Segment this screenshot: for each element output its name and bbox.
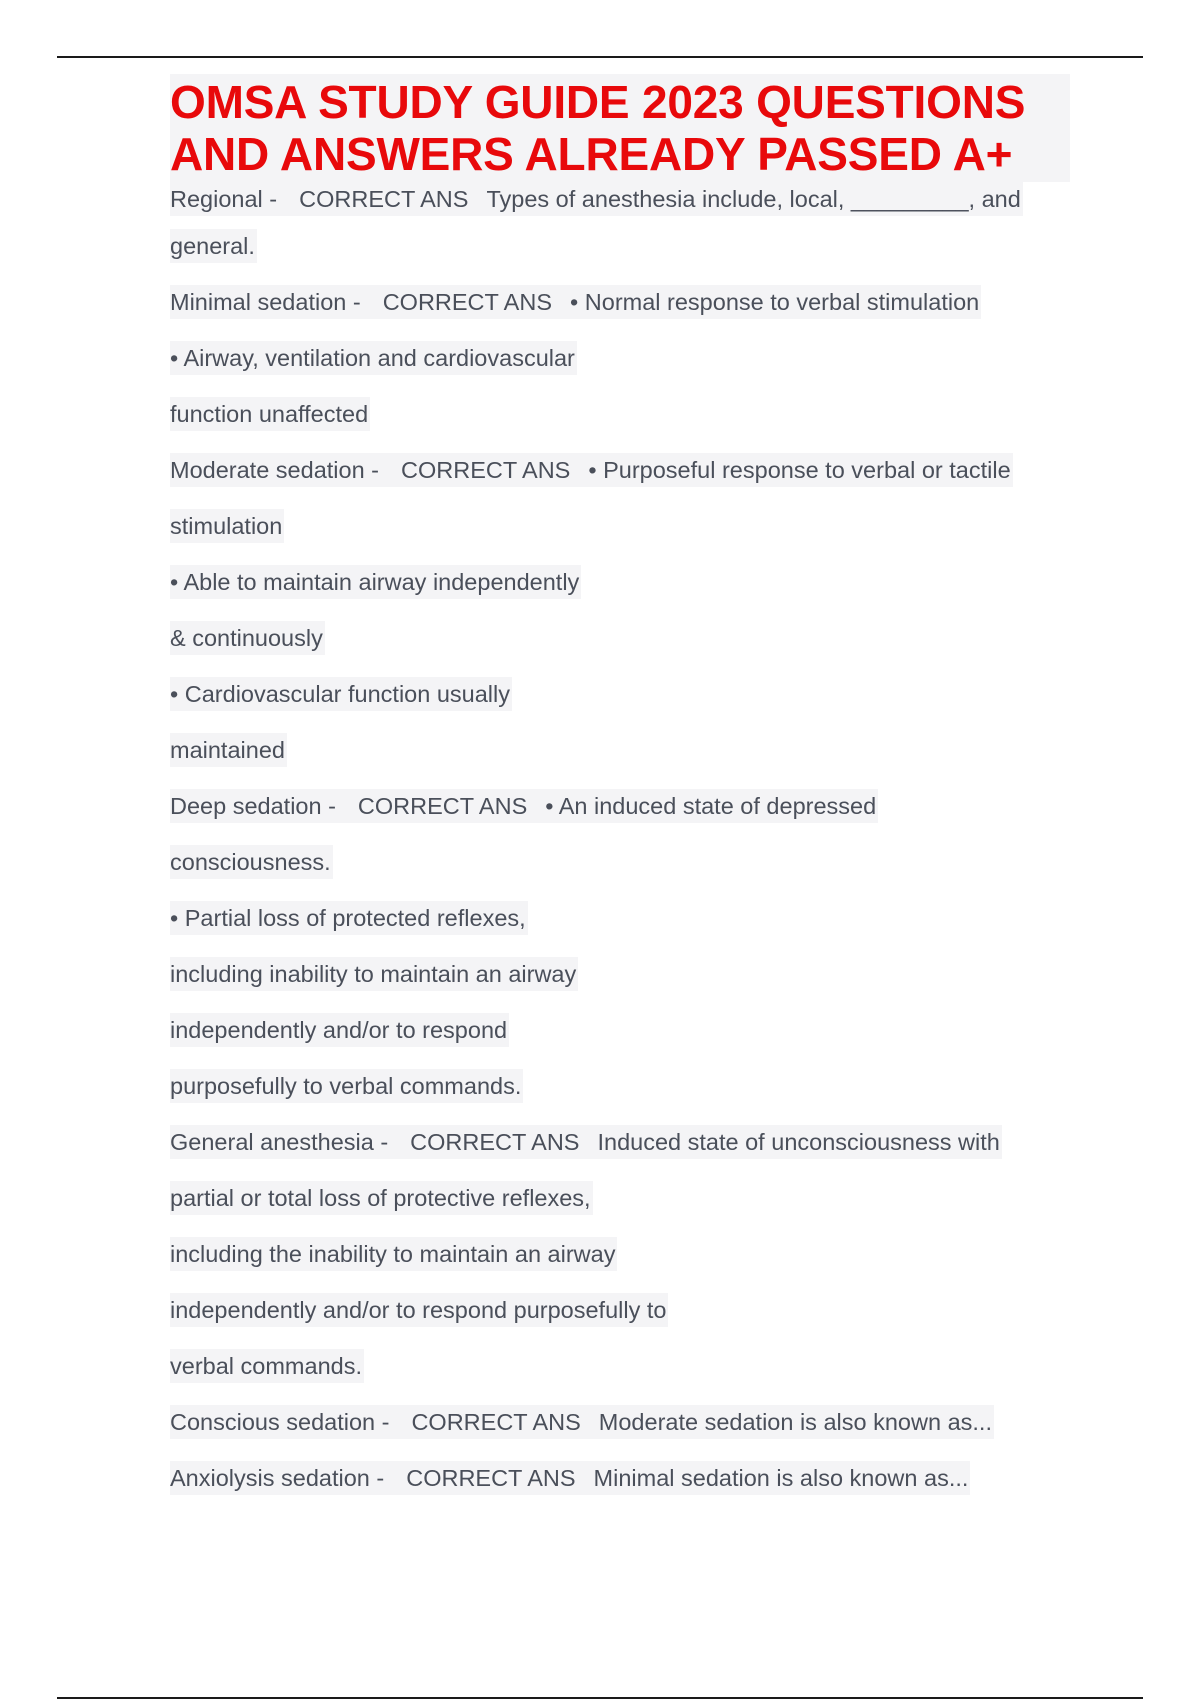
qa-item	[170, 1118, 1070, 1174]
text-line	[170, 838, 1070, 894]
line-text	[170, 453, 1013, 487]
line-text: consciousness.	[170, 845, 333, 879]
line-text	[170, 285, 981, 319]
qa-item	[170, 782, 1070, 838]
document-page	[170, 74, 1070, 1510]
line-text: • Airway, ventilation and cardiovascular	[170, 341, 577, 375]
correct-answer-label: CORRECT ANS	[357, 793, 528, 819]
text-line	[170, 1286, 1070, 1342]
text-line	[170, 222, 1070, 278]
qa-answer: Moderate sedation is also known as...	[598, 1409, 992, 1435]
qa-item	[170, 1454, 1070, 1510]
qa-item	[170, 182, 1070, 222]
line-text: • Able to maintain airway independently	[170, 565, 581, 599]
qa-term: General anesthesia -	[170, 1129, 389, 1155]
text-line	[170, 950, 1070, 1006]
qa-term: Anxiolysis sedation -	[170, 1465, 385, 1491]
line-text: including the inability to maintain an airway	[170, 1237, 617, 1271]
qa-term: Minimal sedation -	[170, 289, 361, 315]
line-text: including inability to maintain an airway	[170, 957, 578, 991]
qa-term: Moderate sedation -	[170, 457, 380, 483]
qa-answer: • Normal response to verbal stimulation	[570, 289, 980, 315]
line-text: & continuously	[170, 621, 325, 655]
text-line	[170, 1006, 1070, 1062]
correct-answer-label: CORRECT ANS	[406, 1465, 576, 1491]
title-line-1: OMSA STUDY GUIDE 2023 QUESTIONS	[170, 76, 1026, 128]
line-text: function unaffected	[170, 397, 370, 431]
qa-item	[170, 446, 1070, 502]
line-text: partial or total loss of protective reflexes,	[170, 1181, 593, 1215]
qa-lines	[170, 182, 1070, 1510]
text-line	[170, 670, 1070, 726]
text-line	[170, 1062, 1070, 1118]
text-line	[170, 558, 1070, 614]
text-line	[170, 502, 1070, 558]
line-text: general.	[170, 229, 257, 263]
qa-term: Deep sedation -	[170, 793, 336, 819]
line-text: verbal commands.	[170, 1349, 364, 1383]
text-line	[170, 334, 1070, 390]
line-text	[170, 1125, 1002, 1159]
line-text: • Partial loss of protected reflexes,	[170, 901, 528, 935]
line-text	[170, 1461, 970, 1495]
correct-answer-label: CORRECT ANS	[382, 289, 553, 315]
qa-answer: Minimal sedation is also known as...	[593, 1465, 969, 1491]
line-text	[170, 182, 1023, 216]
qa-answer: • Purposeful response to verbal or tactile	[588, 457, 1011, 483]
qa-term: Conscious sedation -	[170, 1409, 390, 1435]
qa-item	[170, 1398, 1070, 1454]
text-line	[170, 390, 1070, 446]
bottom-rule	[57, 1697, 1143, 1699]
correct-answer-label: CORRECT ANS	[299, 186, 469, 212]
qa-answer: • An induced state of depressed	[545, 793, 877, 819]
qa-item	[170, 278, 1070, 334]
top-rule	[57, 56, 1143, 58]
line-text	[170, 1405, 994, 1439]
title-line-2: AND ANSWERS ALREADY PASSED A+	[170, 128, 1013, 180]
correct-answer-label: CORRECT ANS	[410, 1129, 580, 1155]
text-line	[170, 726, 1070, 782]
qa-answer: Induced state of unconsciousness with	[597, 1129, 1000, 1155]
line-text: independently and/or to respond purposefully to	[170, 1293, 668, 1327]
text-line	[170, 894, 1070, 950]
line-text: maintained	[170, 733, 287, 767]
correct-answer-label: CORRECT ANS	[401, 457, 571, 483]
qa-answer: Types of anesthesia include, local, _________, and	[486, 186, 1021, 212]
line-text: stimulation	[170, 509, 284, 543]
text-line	[170, 1230, 1070, 1286]
line-text: • Cardiovascular function usually	[170, 677, 512, 711]
line-text: purposefully to verbal commands.	[170, 1069, 523, 1103]
text-line	[170, 1342, 1070, 1398]
line-text	[170, 789, 878, 823]
qa-term: Regional -	[170, 186, 278, 212]
text-line	[170, 614, 1070, 670]
text-line	[170, 1174, 1070, 1230]
correct-answer-label: CORRECT ANS	[411, 1409, 581, 1435]
document-title	[170, 74, 1070, 182]
line-text: independently and/or to respond	[170, 1013, 509, 1047]
